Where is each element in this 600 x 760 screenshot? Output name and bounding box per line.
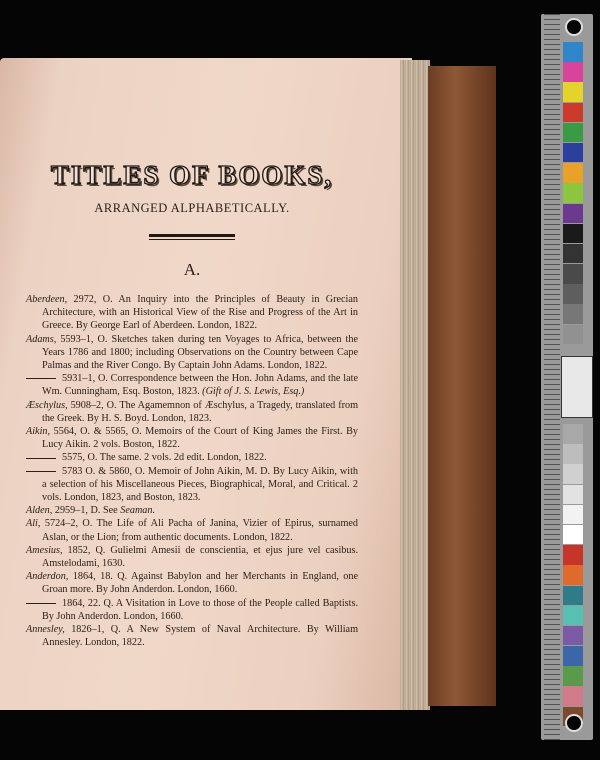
color-swatch [563,545,583,565]
entry-author: Anderdon, [26,571,69,583]
entry-author: Annesley, [26,624,65,636]
entry-note: Seaman. [117,505,156,517]
page-subtitle: ARRANGED ALPHABETICALLY. [94,201,290,215]
gray-scale-marker [561,356,593,418]
color-swatch [563,686,583,706]
color-swatch [563,143,583,163]
ditto-dash [26,471,56,472]
color-swatch [563,444,583,464]
catalog-entry [26,372,358,398]
color-swatch [563,163,583,183]
color-swatch [563,183,583,203]
entry-text: 1852, Q. Gulielmi Amesii de conscientia, et ejus jure vel casibus. Amstelodami, 1630. [42,544,358,570]
entry-author: Aberdeen, [26,294,68,305]
entry-text: 5724–2, O. The Life of Ali Pacha of Janina, Vizier of Epirus, surnamed Aslan, or the Lion; from authentic documents. London, 1822. [40,518,358,543]
color-swatch [563,646,583,666]
entry-text: 1826–1, Q. A New System of Naval Architecture. By William Annesley. London, 1822. [42,624,358,649]
color-calibration-chart [541,14,593,740]
section-letter: A. [183,260,201,279]
entry-note: (Gift of J. S. Lewis, Esq.) [199,386,305,398]
catalog-entry [26,544,358,570]
ditto-dash [26,458,56,459]
page-content [26,160,358,649]
color-swatch [563,204,583,224]
color-swatch [563,626,583,646]
entry-text: 5593–1, O. Sketches taken during ten Voyages to Africa, between the Years 1786 and 1800; including Observations on the Country between Cape Palmas and the River Congo. By Captain John Adams. London, 1822. [42,333,358,372]
color-swatch [563,325,583,345]
chart-hole-top [565,18,583,36]
entry-list [26,293,358,649]
page-title: TITLES OF BOOKS, [50,160,334,190]
entry-text: 5575, O. The same. 2 vols. 2d edit. London, 1822. [62,452,267,464]
double-rule [149,234,235,240]
color-swatch [563,82,583,102]
ditto-dash [26,603,56,604]
entry-text: 5908–2, O. The Agamemnon of Æschylus, a Tragedy, translated from the Greek. By H. S. Boyd. London, 1823. [42,399,358,424]
catalog-entry [26,451,358,464]
color-strip-bottom [563,424,583,727]
catalog-entry [26,570,358,596]
entry-text: 5783 O. & 5860, O. Memoir of John Aikin, M. D. By Lucy Aikin, with a selection of his Miscellaneous Pieces, Biographical, Moral, and Critical. 2 vols. London, 1823, and Boston, 1823. [42,465,358,504]
catalog-entry [26,293,358,333]
catalog-entry [26,517,358,543]
color-swatch [563,505,583,525]
entry-author: Aikin, [26,426,51,438]
color-swatch [563,264,583,284]
color-swatch [563,565,583,585]
color-swatch [563,62,583,82]
ditto-dash [26,378,56,379]
color-swatch [563,103,583,123]
entry-author: Alden, [26,505,53,517]
catalog-entry [26,333,358,373]
color-swatch [563,42,583,62]
entry-author: Amesius, [26,544,63,556]
catalog-entry [26,425,358,451]
color-swatch [563,485,583,505]
entry-text: 5564, O. & 5565, O. Memoirs of the Court of King James the First. By Lucy Aikin. 2 vols. Boston, 1822. [42,426,358,451]
color-swatch [563,244,583,264]
color-swatch [563,606,583,626]
catalog-entry [26,597,358,623]
entry-text: 2959–1, D. See [52,505,118,517]
color-swatch [563,224,583,244]
catalog-entry [26,504,358,517]
entry-author: Æschylus, [26,399,68,411]
chart-hole-bottom [565,714,583,732]
color-swatch [563,424,583,444]
page-edges [400,60,430,710]
entry-author: Ali, [26,518,41,530]
color-swatch [563,464,583,484]
ruler-scale [544,14,560,740]
catalog-entry [26,399,358,425]
color-swatch [563,666,583,686]
color-swatch [563,586,583,606]
entry-text: 2972, O. An Inquiry into the Principles of Beauty in Grecian Architecture, with an Historical View of the Rise and Progress of the Art in Greece. By George Earl of Aberdeen. London, 1822. [42,294,358,332]
entry-text: 5931–1, O. Correspondence between the Hon. John Adams, and the late Wm. Cunningham, Esq. Boston, 1823. [42,373,358,398]
entry-text: 1864, 22. Q. A Visitation in Love to those of the People called Baptists. By John Anderdon. London, 1660. [42,597,358,622]
color-swatch [563,123,583,143]
color-swatch [563,304,583,324]
color-swatch [563,525,583,545]
catalog-entry [26,465,358,505]
color-strip-top [563,42,583,345]
color-swatch [563,284,583,304]
catalog-entry [26,623,358,649]
entry-author: Adams, [26,333,57,345]
book-cover [428,66,496,706]
entry-text: 1864, 18. Q. Against Babylon and her Merchants in England, one Groan more. By John Anderdon. London, 1660. [42,571,358,596]
